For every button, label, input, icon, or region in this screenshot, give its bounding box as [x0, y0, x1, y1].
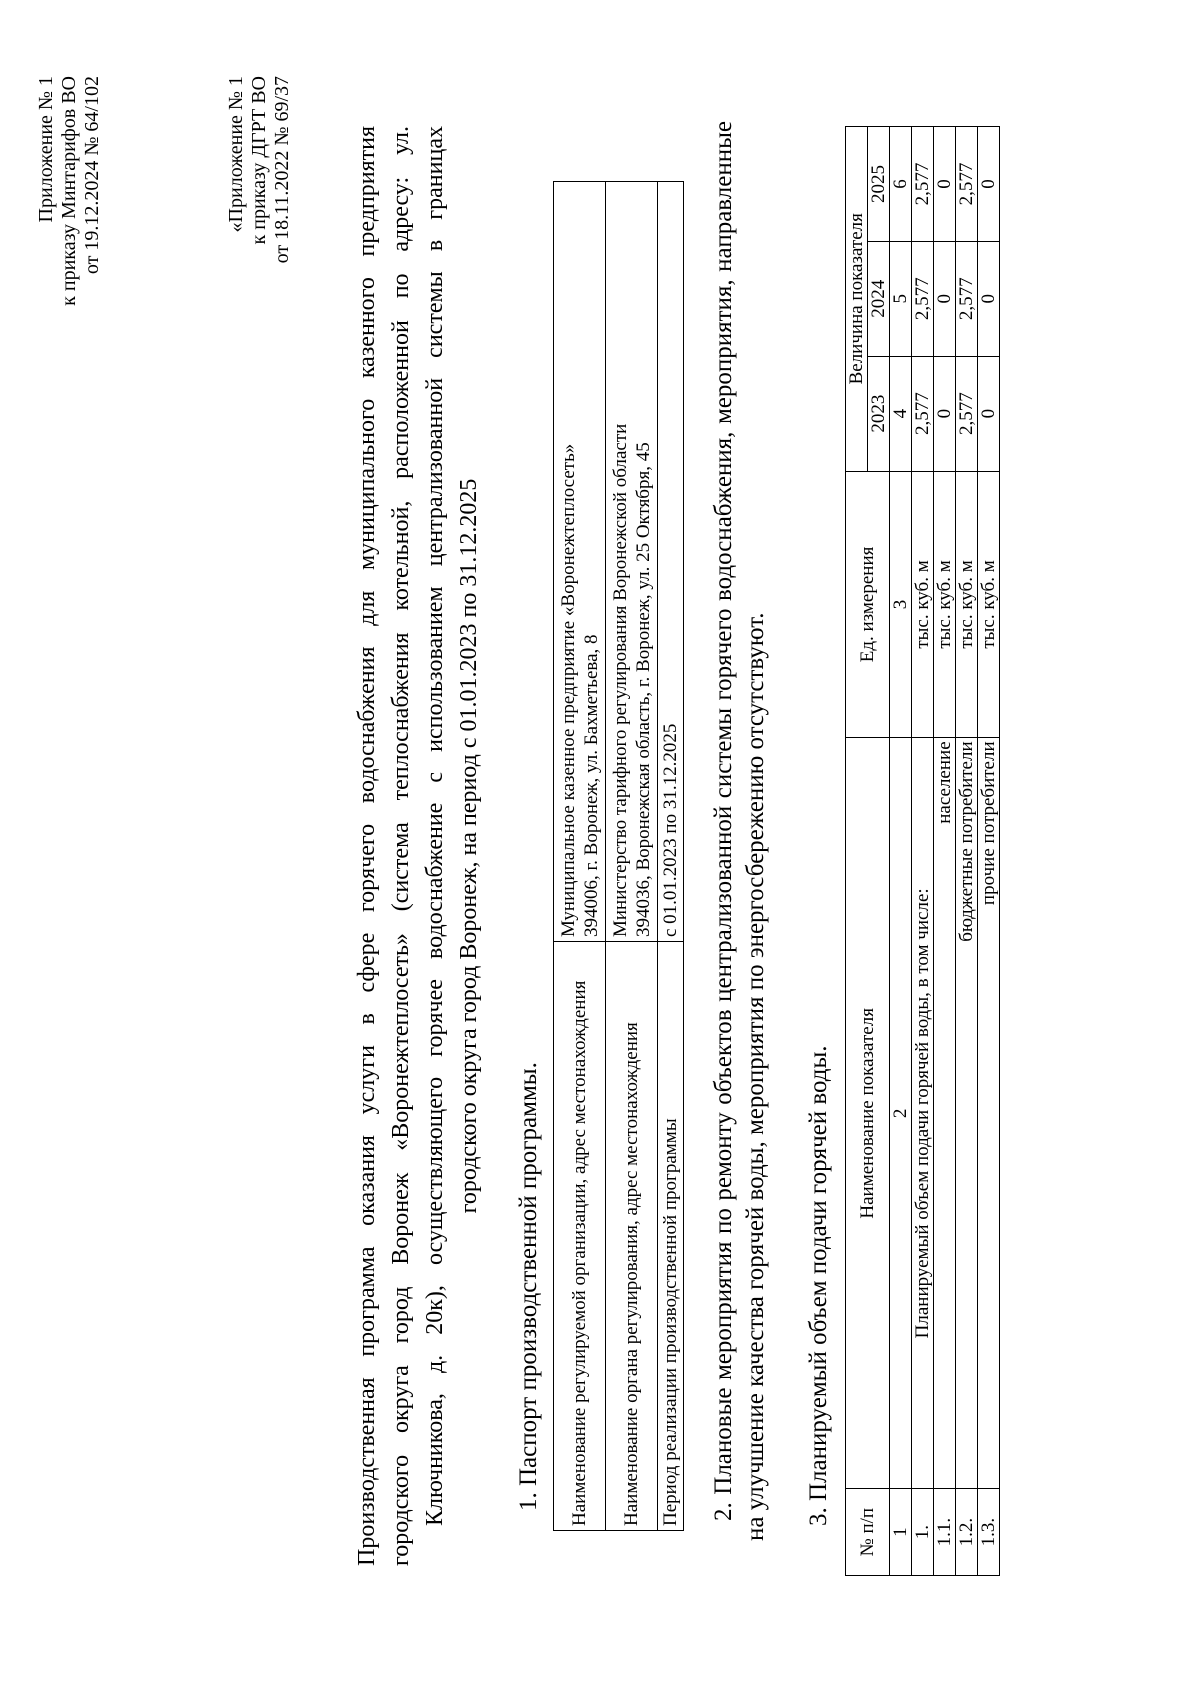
appendix-header-previous [225, 76, 294, 476]
row-value-2025: 2,577 [956, 127, 978, 242]
passport-label: Наименование регулируемой организации, адрес местонахождения [554, 942, 606, 1531]
index-cell: 4 [890, 356, 912, 471]
index-cell: 3 [890, 471, 912, 738]
col-header-unit: Ед. измерения [846, 471, 890, 738]
passport-value-line: 394036, Воронежская область, г. Воронеж, ул. 25 Октября, 45 [632, 442, 654, 937]
header-line: к приказу ДГРТ ВО [248, 76, 270, 245]
title-line: городского округа город Воронеж, на период с 01.01.2023 по 31.12.2025 [456, 478, 482, 1214]
row-name: население [934, 738, 956, 1489]
row-value-2024: 0 [978, 241, 1000, 356]
header-line: от 19.12.2024 № 64/102 [81, 76, 103, 275]
passport-label: Период реализации производственной программы [658, 942, 684, 1531]
title-line: Производственная программа оказания услуги в сфере горячего водоснабжения для муниципального казенного предприятия [354, 126, 380, 1566]
table-row [554, 182, 606, 1531]
title-line: Ключникова, д. 20к), осуществляющего горячее водоснабжение с использованием централизованной системы в границах [422, 126, 448, 1526]
row-name: прочие потребители [978, 738, 1000, 1489]
row-value-2025: 0 [934, 127, 956, 242]
col-header-num: № п/п [846, 1489, 890, 1576]
passport-label: Наименование органа регулирования, адрес местонахождения [606, 942, 658, 1531]
document-title [350, 126, 486, 1566]
row-value-2024: 2,577 [956, 241, 978, 356]
col-header-year: 2024 [868, 241, 890, 356]
row-value-2023: 2,577 [912, 356, 934, 471]
row-value-2025: 2,577 [912, 127, 934, 242]
row-num: 1.3. [978, 1489, 1000, 1576]
table-row [658, 182, 684, 1531]
title-line: городского округа город Воронеж «Воронежтеплосеть» (система теплоснабжения котельной, расположенной по адресу: ул. [388, 126, 414, 1566]
passport-value [554, 182, 606, 942]
index-cell: 6 [890, 127, 912, 242]
water-volume-table [845, 126, 1000, 1576]
table-header-row [846, 127, 868, 1576]
section-1-heading: 1. Паспорт производственной программы. [515, 1062, 542, 1511]
row-value-2024: 2,577 [912, 241, 934, 356]
row-num: 1.1. [934, 1489, 956, 1576]
col-header-year: 2023 [868, 356, 890, 471]
passport-value [606, 182, 658, 942]
row-unit: тыс. куб. м [934, 471, 956, 738]
row-num: 1. [912, 1489, 934, 1576]
table-index-row [890, 127, 912, 1576]
row-value-2023: 0 [934, 356, 956, 471]
table-row [978, 127, 1000, 1576]
index-cell: 5 [890, 241, 912, 356]
header-line: Приложение № 1 [35, 76, 57, 223]
row-unit: тыс. куб. м [956, 471, 978, 738]
table-row [912, 127, 934, 1576]
section-3-heading: 3. Планируемый объем подачи горячей воды. [805, 1045, 832, 1526]
row-value-2025: 0 [978, 127, 1000, 242]
passport-value-line: 394006, г. Воронеж, ул. Бахметьева, 8 [580, 634, 602, 937]
header-line: к приказу Минтарифов ВО [58, 76, 80, 306]
col-header-name: Наименование показателя [846, 738, 890, 1489]
index-cell: 2 [890, 738, 912, 1489]
passport-value: с 01.01.2023 по 31.12.2025 [658, 182, 684, 942]
row-name: бюджетные потребители [956, 738, 978, 1489]
row-unit: тыс. куб. м [978, 471, 1000, 738]
table-row [956, 127, 978, 1576]
col-header-year: 2025 [868, 127, 890, 242]
row-value-2024: 0 [934, 241, 956, 356]
index-cell: 1 [890, 1489, 912, 1576]
header-line: от 18.11.2022 № 69/37 [271, 76, 293, 264]
col-header-value: Величина показателя [846, 127, 868, 472]
appendix-header-current [35, 76, 104, 476]
row-unit: тыс. куб. м [912, 471, 934, 738]
section-2-text: 2. Плановые мероприятия по ремонту объектов централизованной системы горячего водоснабжения, мероприятия, направленные на улучшение качества горячей воды, мероприятия по энергосбережению отсутствуют. [710, 121, 769, 1541]
header-line: «Приложение № 1 [225, 76, 247, 233]
row-name: Планируемый объем подачи горячей воды, в том числе: [912, 738, 934, 1489]
row-num: 1.2. [956, 1489, 978, 1576]
table-row [606, 182, 658, 1531]
passport-value-line: Министерство тарифного регулирования Воронежской области [609, 423, 631, 937]
row-value-2023: 0 [978, 356, 1000, 471]
row-value-2023: 2,577 [956, 356, 978, 471]
passport-table [553, 181, 684, 1531]
table-row [934, 127, 956, 1576]
passport-value-line: Муниципальное казенное предприятие «Воронежтеплосеть» [557, 443, 579, 937]
